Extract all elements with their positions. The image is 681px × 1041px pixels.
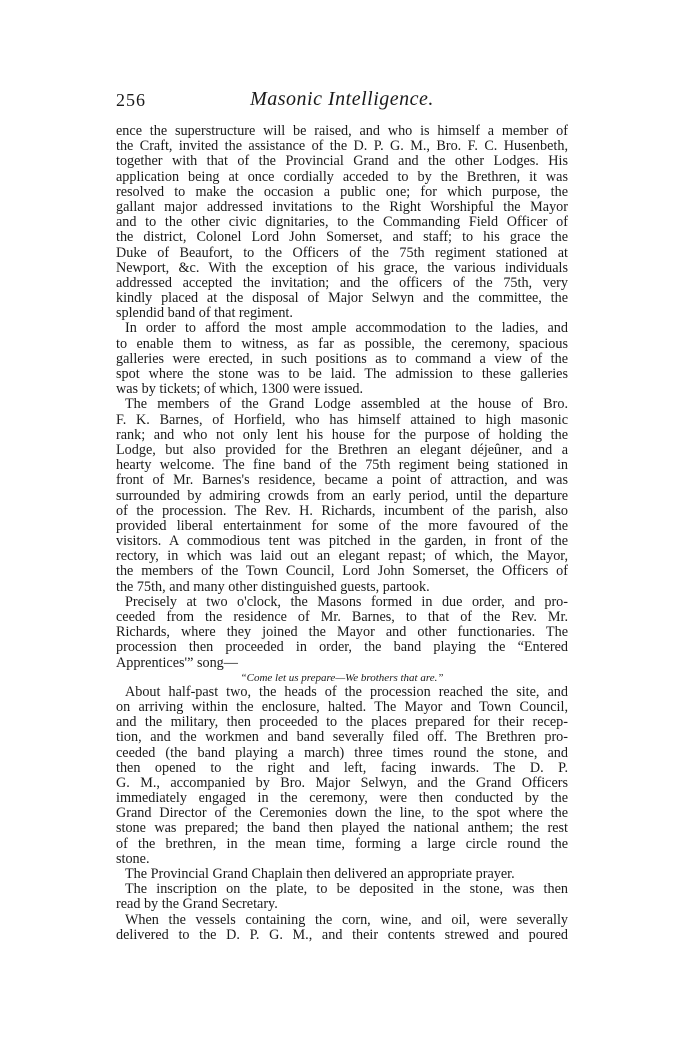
text-line: Grand Director of the Ceremonies down the line, to the spot where the bbox=[116, 805, 568, 822]
text-line: The inscription on the plate, to be deposited in the stone, was then bbox=[125, 881, 568, 898]
text-line: of the brethren, in the mean time, forming a large circle round the bbox=[116, 835, 568, 852]
text-line: galleries were erected, in such positions as to command a view of the bbox=[116, 350, 568, 367]
text-line: Duke of Beaufort, to the Officers of the 75th regiment stationed at bbox=[116, 244, 568, 261]
text-line: Precisely at two o'clock, the Masons formed in due order, and pro- bbox=[125, 593, 568, 610]
text-line: of the procession. The Rev. H. Richards, incumbent of the parish, also bbox=[116, 502, 568, 519]
text-line: the members of the Town Council, Lord John Somerset, the Officers of bbox=[116, 563, 568, 580]
text-line: immediately engaged in the ceremony, were then conducted by the bbox=[116, 790, 568, 807]
quoted-song-line: “Come let us prepare—We brothers that are.” bbox=[240, 671, 444, 684]
text-line: hearty welcome. The fine band of the 75th regiment being stationed in bbox=[116, 457, 568, 474]
text-line: When the vessels containing the corn, wine, and oil, were severally bbox=[125, 911, 568, 928]
text-line: In order to afford the most ample accommodation to the ladies, and bbox=[125, 320, 568, 337]
text-line: surrounded by admiring crowds from an early period, until the departure bbox=[116, 487, 568, 504]
text-line: stone was prepared; the band then played the national anthem; the rest bbox=[116, 820, 568, 837]
text-line: kindly placed at the disposal of Major Selwyn and the committee, the bbox=[116, 290, 568, 307]
text-line: visitors. A commodious tent was pitched in the garden, in front of the bbox=[116, 533, 568, 550]
text-line: on arriving within the enclosure, halted. The Mayor and Town Council, bbox=[116, 698, 568, 715]
text-line: application being at once cordially acceded to by the Brethren, it was bbox=[116, 168, 568, 185]
text-line: rank; and who not only lent his house for the purpose of holding the bbox=[116, 426, 568, 443]
text-line: the district, Colonel Lord John Somerset, and staff; to his grace the bbox=[116, 229, 568, 246]
text-line: the 75th, and many other distinguished guests, partook. bbox=[116, 578, 430, 595]
text-line: resolved to make the occasion a public one; for which purpose, the bbox=[116, 183, 568, 200]
text-line: The Provincial Grand Chaplain then delivered an appropriate prayer. bbox=[125, 866, 515, 882]
text-line: front of Mr. Barnes's residence, became a point of attraction, and was bbox=[116, 472, 568, 489]
text-line: delivered to the D. P. G. M., and their contents strewed and poured bbox=[116, 926, 568, 943]
text-line: provided liberal entertainment for some of the more favoured of the bbox=[116, 517, 568, 534]
text-line: rectory, in which was laid out an elegant repast; of which, the Mayor, bbox=[116, 548, 568, 565]
text-line: Apprentices'” song— bbox=[116, 654, 238, 671]
text-line: Lodge, but also provided for the Brethren an elegant déjeûner, and a bbox=[116, 441, 568, 458]
page-number: 256 bbox=[116, 90, 146, 110]
text-line: tion, and the workmen and band severally filed off. The Brethren pro- bbox=[116, 729, 568, 746]
text-line: spot where the stone was to be laid. The admission to these galleries bbox=[116, 366, 568, 382]
text-line: to enable them to witness, as far as possible, the ceremony, spacious bbox=[116, 335, 568, 352]
text-line: The members of the Grand Lodge assembled at the house of Bro. bbox=[125, 396, 568, 413]
text-line: splendid band of that regiment. bbox=[116, 305, 293, 322]
text-line: ence the superstructure will be raised, and who is himself a member of bbox=[116, 123, 568, 139]
text-line: Richards, where they joined the Mayor and other functionaries. The bbox=[116, 624, 568, 641]
text-line: addressed accepted the invitation; and the officers of the 75th, very bbox=[116, 274, 568, 291]
text-line: About half-past two, the heads of the procession reached the site, and bbox=[125, 683, 568, 700]
text-line: ceeded (the band playing a march) three times round the stone, and bbox=[116, 744, 568, 761]
text-line: read by the Grand Secretary. bbox=[116, 896, 278, 913]
text-line: ceeded from the residence of Mr. Barnes, to that of the Rev. Mr. bbox=[116, 609, 568, 625]
text-line: and to the other civic dignitaries, to the Commanding Field Officer of bbox=[116, 214, 568, 231]
text-line: stone. bbox=[116, 850, 150, 867]
body-text bbox=[116, 124, 568, 943]
text-line: gallant major addressed invitations to the Right Worshipful the Mayor bbox=[116, 198, 568, 215]
text-line: then opened to the right and left, facing inwards. The D. P. bbox=[116, 759, 568, 776]
page-header bbox=[116, 86, 568, 116]
text-line: Newport, &c. With the exception of his grace, the various individuals bbox=[116, 259, 568, 276]
running-head: Masonic Intelligence. bbox=[250, 88, 434, 110]
text-line: procession then proceeded in order, the band playing the “Entered bbox=[116, 639, 568, 656]
text-line: G. M., accompanied by Bro. Major Selwyn, and the Grand Officers bbox=[116, 774, 568, 791]
text-line: was by tickets; of which, 1300 were issued. bbox=[116, 381, 364, 398]
text-line: F. K. Barnes, of Horfield, who has himself attained to high masonic bbox=[116, 411, 568, 428]
text-line: and the military, then proceeded to the places prepared for their recep- bbox=[116, 714, 568, 731]
text-line: together with that of the Provincial Grand and the other Lodges. His bbox=[116, 153, 568, 170]
text-line: the Craft, invited the assistance of the D. P. G. M., Bro. F. C. Husenbeth, bbox=[116, 138, 568, 155]
